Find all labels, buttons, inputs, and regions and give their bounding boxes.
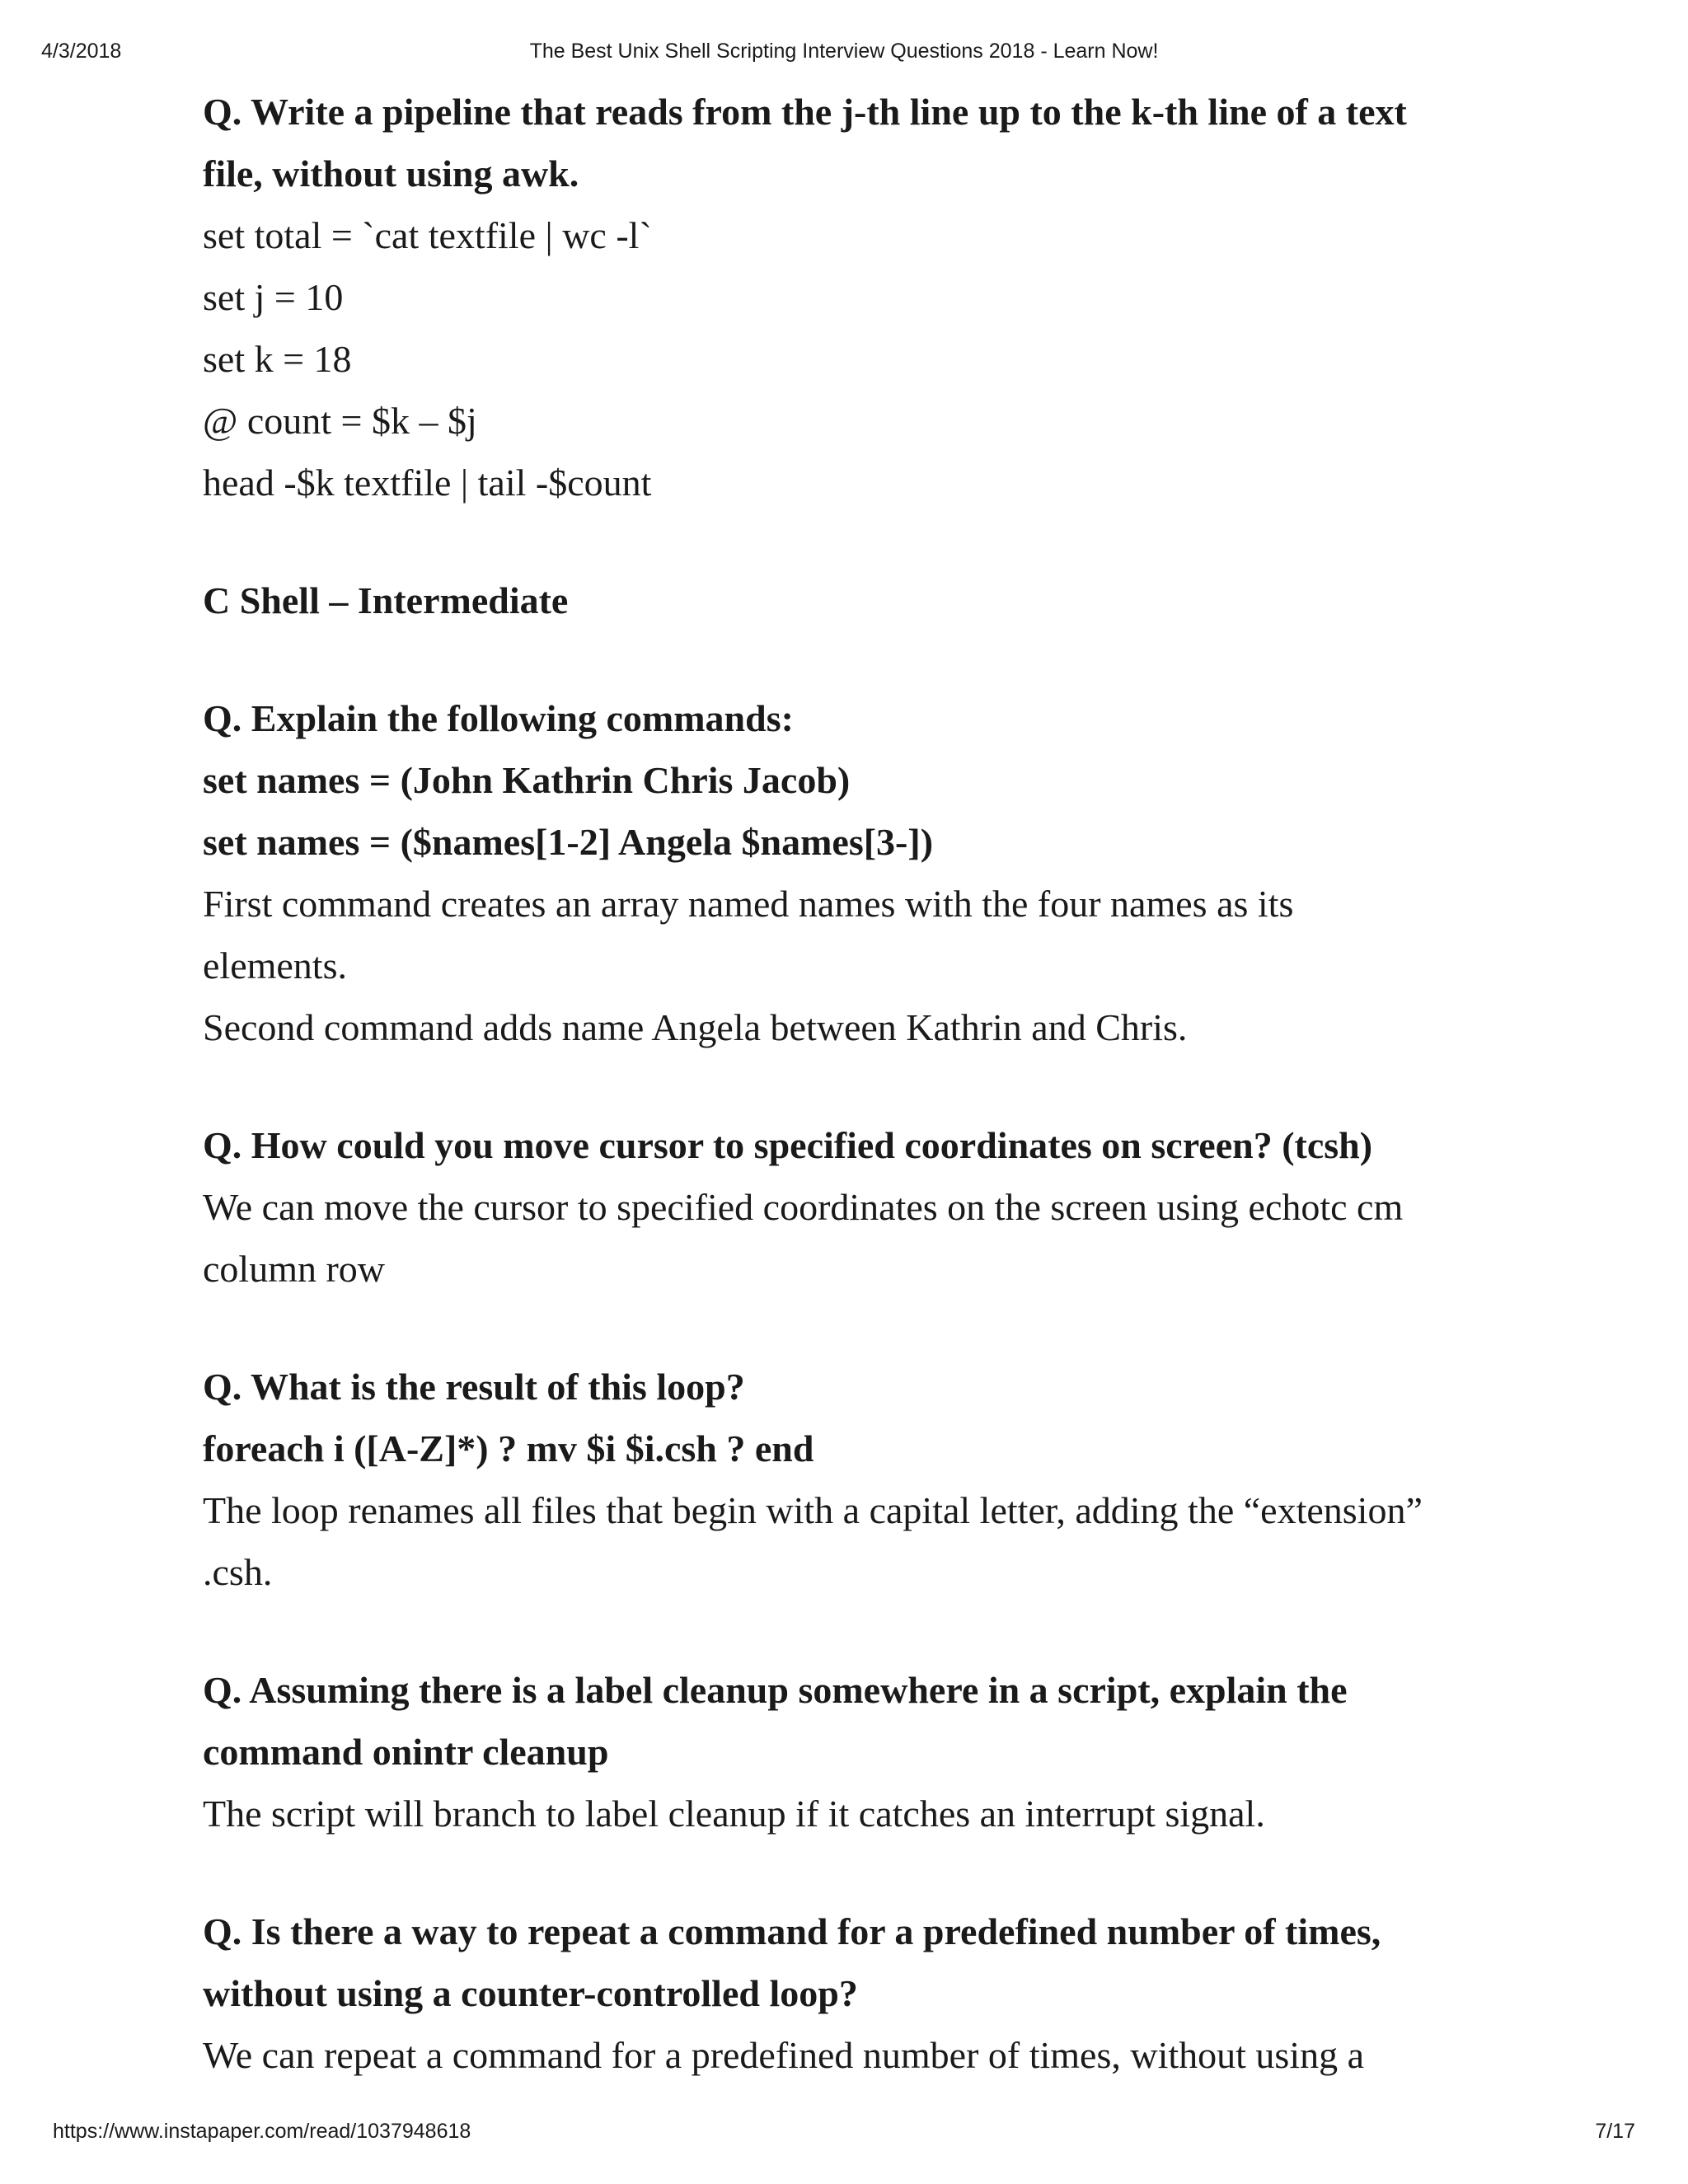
document-title: The Best Unix Shell Scripting Interview Questions 2018 - Learn Now!: [529, 40, 1159, 63]
answer-text: We can move the cursor to specified coordinates on the screen using echotc cm: [203, 1186, 1404, 1228]
answer-text: The loop renames all files that begin with a capital letter, adding the “extension”: [203, 1489, 1423, 1531]
question-block-1: [203, 81, 1505, 513]
code-line: set j = 10: [203, 276, 344, 318]
question-heading: set names = (John Kathrin Chris Jacob): [203, 759, 851, 801]
question-heading: set names = ($names[1-2] Angela $names[3-]): [203, 821, 934, 863]
question-heading: file, without using awk.: [203, 152, 579, 194]
question-block-5: [203, 1659, 1505, 1844]
question-block-6: [203, 1900, 1505, 2086]
question-heading: Q. How could you move cursor to specified coordinates on screen? (tcsh): [203, 1124, 1373, 1166]
answer-text: We can repeat a command for a predefined number of times, without using a: [203, 2034, 1365, 2076]
question-heading: Q. Is there a way to repeat a command for a predefined number of times,: [203, 1910, 1381, 1952]
page-header: [0, 40, 1688, 68]
question-block-3: [203, 1114, 1505, 1300]
answer-text: Second command adds name Angela between Kathrin and Chris.: [203, 1006, 1188, 1048]
question-heading: command onintr cleanup: [203, 1731, 609, 1773]
print-date: 4/3/2018: [41, 40, 122, 63]
code-line: @ count = $k – $j: [203, 400, 477, 442]
question-heading: without using a counter-controlled loop?: [203, 1972, 858, 2014]
question-heading: Q. Explain the following commands:: [203, 697, 794, 739]
question-block-4: [203, 1356, 1505, 1603]
question-heading: Q. What is the result of this loop?: [203, 1366, 745, 1408]
question-block-2: [203, 687, 1505, 1058]
answer-text: column row: [203, 1248, 386, 1290]
section-heading: C Shell – Intermediate: [203, 579, 569, 621]
page-number: 7/17: [1595, 2120, 1635, 2143]
answer-text: First command creates an array named names with the four names as its: [203, 883, 1294, 925]
answer-text: elements.: [203, 944, 347, 987]
answer-text: .csh.: [203, 1551, 273, 1593]
question-heading: Q. Assuming there is a label cleanup somewhere in a script, explain the: [203, 1669, 1348, 1711]
code-line: set total = `cat textfile | wc -l`: [203, 214, 652, 256]
article-body: [203, 81, 1505, 2086]
question-heading: Q. Write a pipeline that reads from the j-th line up to the k-th line of a text: [203, 91, 1407, 133]
page-footer: [0, 2120, 1688, 2148]
answer-text: The script will branch to label cleanup if it catches an interrupt signal.: [203, 1793, 1265, 1835]
code-line: set k = 18: [203, 338, 352, 380]
source-url: https://www.instapaper.com/read/1037948618: [53, 2120, 471, 2143]
code-line: head -$k textfile | tail -$count: [203, 462, 652, 504]
question-heading: foreach i ([A-Z]*) ? mv $i $i.csh ? end: [203, 1427, 814, 1469]
